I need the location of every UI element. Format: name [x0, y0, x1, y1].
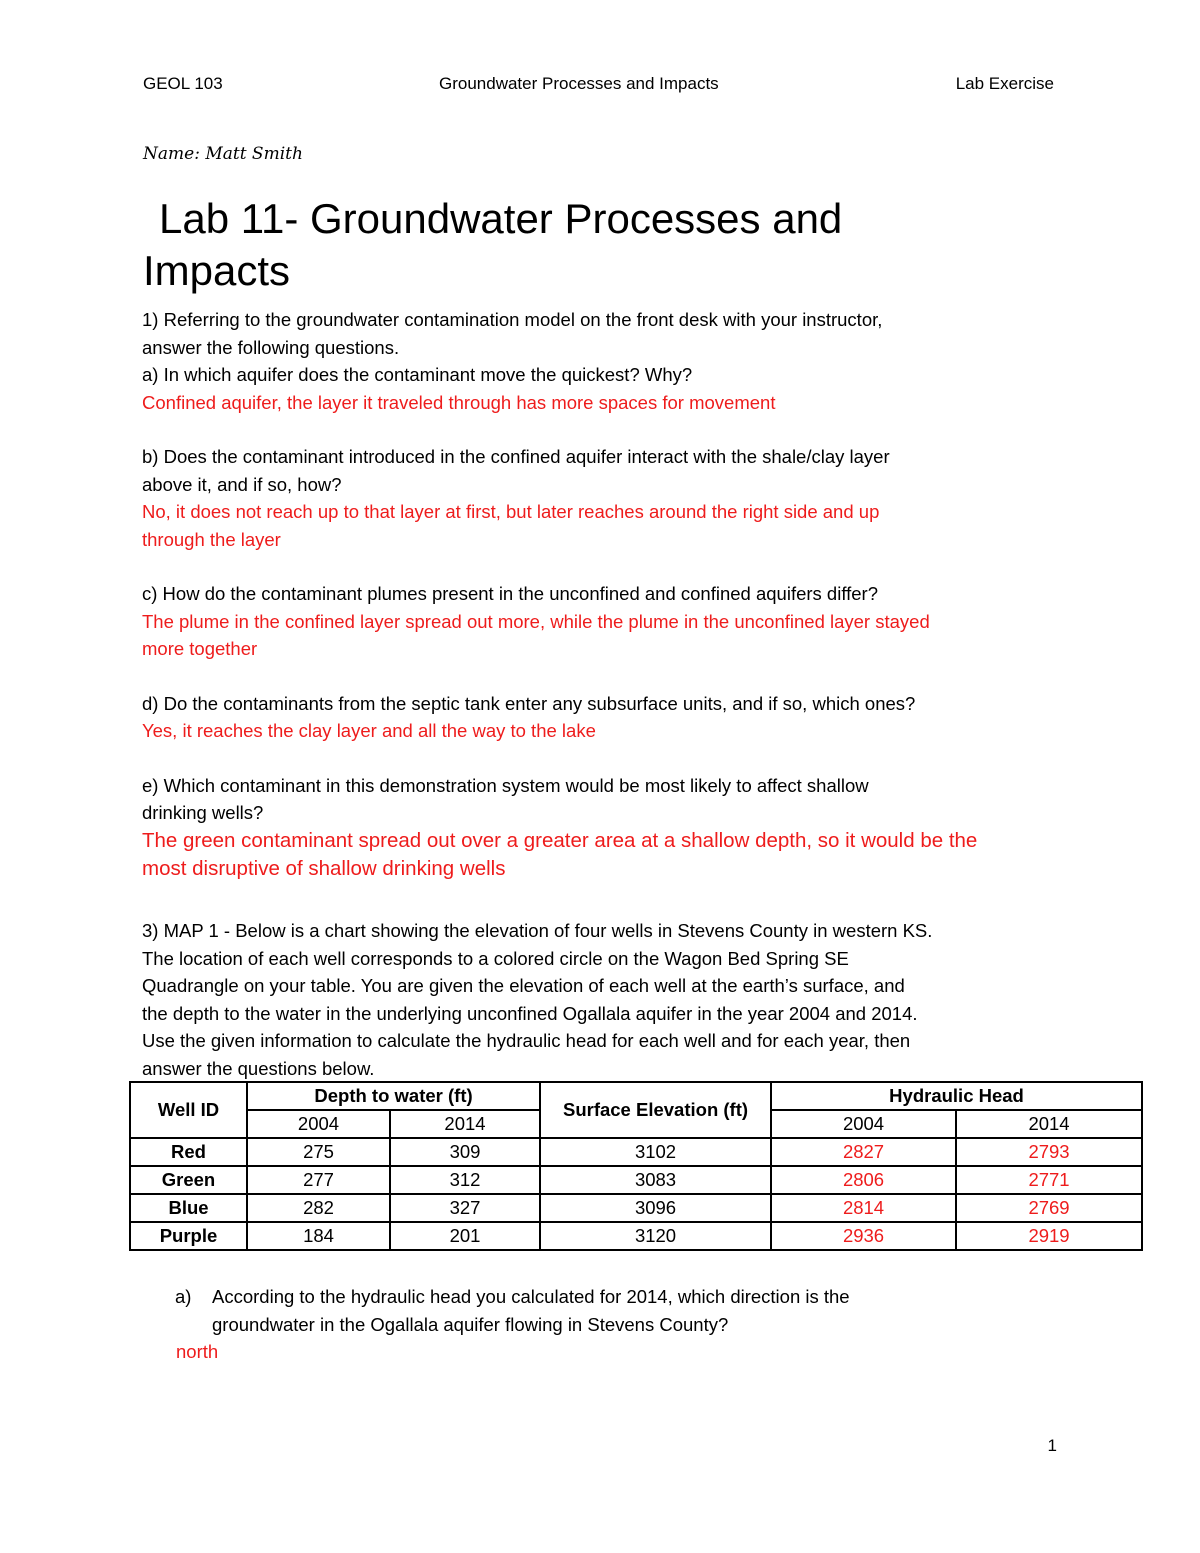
depth-2004-cell: 277 [247, 1166, 390, 1194]
q3-line-4: the depth to the water in the underlying unconfined Ogallala aquifer in the year 2004 and 2014. [142, 1002, 918, 1024]
q3-line-5: Use the given information to calculate the hydraulic head for each well and for each year, then [142, 1030, 911, 1051]
q3a-marker: a) [175, 1286, 192, 1307]
header-hydraulic-head: Hydraulic Head [771, 1082, 1142, 1110]
header-surface-elevation: Surface Elevation (ft) [540, 1082, 771, 1138]
well-id-cell: Green [130, 1166, 247, 1194]
q1a-question: a) In which aquifer does the contaminant move the quickest? Why? [142, 364, 693, 385]
head-2014-cell: 2769 [956, 1194, 1142, 1222]
q1e-question-line-2: drinking wells? [142, 802, 264, 823]
q1c-answer-line-2: more together [142, 638, 258, 659]
header-head-2004: 2004 [771, 1110, 956, 1138]
student-name: Name: Matt Smith [143, 144, 303, 164]
header-depth-to-water: Depth to water (ft) [247, 1082, 540, 1110]
q1b-answer-line-1: No, it does not reach up to that layer at first, but later reaches around the right side and up [142, 501, 880, 522]
depth-2004-cell: 275 [247, 1138, 390, 1166]
q1b-question-line-1: b) Does the contaminant introduced in the confined aquifer interact with the shale/clay layer [142, 446, 890, 467]
q1e-answer-line-1: The green contaminant spread out over a greater area at a shallow depth, so it would be the [142, 828, 978, 852]
depth-2014-cell: 312 [390, 1166, 540, 1194]
question-1-section [142, 306, 1067, 883]
head-2004-cell: 2814 [771, 1194, 956, 1222]
q1c-question: c) How do the contaminant plumes present in the unconfined and confined aquifers differ? [142, 583, 879, 604]
depth-2014-cell: 327 [390, 1194, 540, 1222]
head-2014-cell: 2793 [956, 1138, 1142, 1166]
q3a-question-line-1: According to the hydraulic head you calculated for 2014, which direction is the [212, 1286, 850, 1307]
well-data-table [129, 1081, 1143, 1251]
head-2014-cell: 2771 [956, 1166, 1142, 1194]
q1d-answer: Yes, it reaches the clay layer and all the way to the lake [142, 720, 596, 741]
q3a-question-line-2: groundwater in the Ogallala aquifer flowing in Stevens County? [212, 1313, 729, 1335]
page-number: 1 [1047, 1436, 1057, 1455]
depth-2004-cell: 184 [247, 1222, 390, 1250]
q1e-question-line-1: e) Which contaminant in this demonstration system would be most likely to affect shallow [142, 774, 869, 796]
q1e-answer-line-2: most disruptive of shallow drinking wells [142, 856, 506, 880]
well-id-cell: Red [130, 1138, 247, 1166]
head-2004-cell: 2806 [771, 1166, 956, 1194]
q1b-answer-line-2: through the layer [142, 528, 281, 550]
head-2014-cell: 2919 [956, 1222, 1142, 1250]
depth-2014-cell: 201 [390, 1222, 540, 1250]
header-depth-2014: 2014 [390, 1110, 540, 1138]
depth-2004-cell: 282 [247, 1194, 390, 1222]
question-3-section [142, 917, 1067, 1082]
page-title [143, 193, 1023, 297]
q3-line-1: 3) MAP 1 - Below is a chart showing the elevation of four wells in Stevens County in western KS. [142, 920, 933, 941]
header-head-2014: 2014 [956, 1110, 1142, 1138]
title-line-1: Lab 11- Groundwater Processes and [159, 195, 843, 242]
surface-elevation-cell: 3083 [540, 1166, 771, 1194]
depth-2014-cell: 309 [390, 1138, 540, 1166]
title-line-2: Impacts [143, 247, 291, 294]
well-id-cell: Purple [130, 1222, 247, 1250]
question-3a-section [142, 1283, 1042, 1366]
header-course: GEOL 103 [143, 74, 223, 93]
table-row [130, 1166, 1142, 1194]
header-topic: Groundwater Processes and Impacts [439, 74, 719, 93]
surface-elevation-cell: 3102 [540, 1138, 771, 1166]
header-well-id: Well ID [130, 1082, 247, 1138]
q3-line-3: Quadrangle on your table. You are given the elevation of each well at the earth’s surface, and [142, 975, 905, 996]
header-type: Lab Exercise [955, 74, 1054, 93]
table-row [130, 1222, 1142, 1250]
q1c-answer-line-1: The plume in the confined layer spread out more, while the plume in the unconfined layer stayed [142, 610, 930, 632]
q1b-question-line-2: above it, and if so, how? [142, 473, 342, 495]
q1a-answer: Confined aquifer, the layer it traveled through has more spaces for movement [142, 391, 776, 413]
page-header [0, 74, 1200, 98]
table-row [130, 1138, 1142, 1166]
head-2004-cell: 2936 [771, 1222, 956, 1250]
q1d-question: d) Do the contaminants from the septic tank enter any subsurface units, and if so, which ones? [142, 692, 916, 714]
surface-elevation-cell: 3096 [540, 1194, 771, 1222]
q3a-answer: north [176, 1341, 219, 1362]
head-2004-cell: 2827 [771, 1138, 956, 1166]
table-row [130, 1194, 1142, 1222]
table-header-row [130, 1082, 1142, 1110]
q1-prompt-line-1: 1) Referring to the groundwater contamination model on the front desk with your instructor, [142, 309, 883, 330]
header-depth-2004: 2004 [247, 1110, 390, 1138]
well-id-cell: Blue [130, 1194, 247, 1222]
q3-line-2: The location of each well corresponds to a colored circle on the Wagon Bed Spring SE [142, 947, 849, 969]
q3-line-6: answer the questions below. [142, 1057, 375, 1079]
q1-prompt-line-2: answer the following questions. [142, 336, 400, 358]
surface-elevation-cell: 3120 [540, 1222, 771, 1250]
